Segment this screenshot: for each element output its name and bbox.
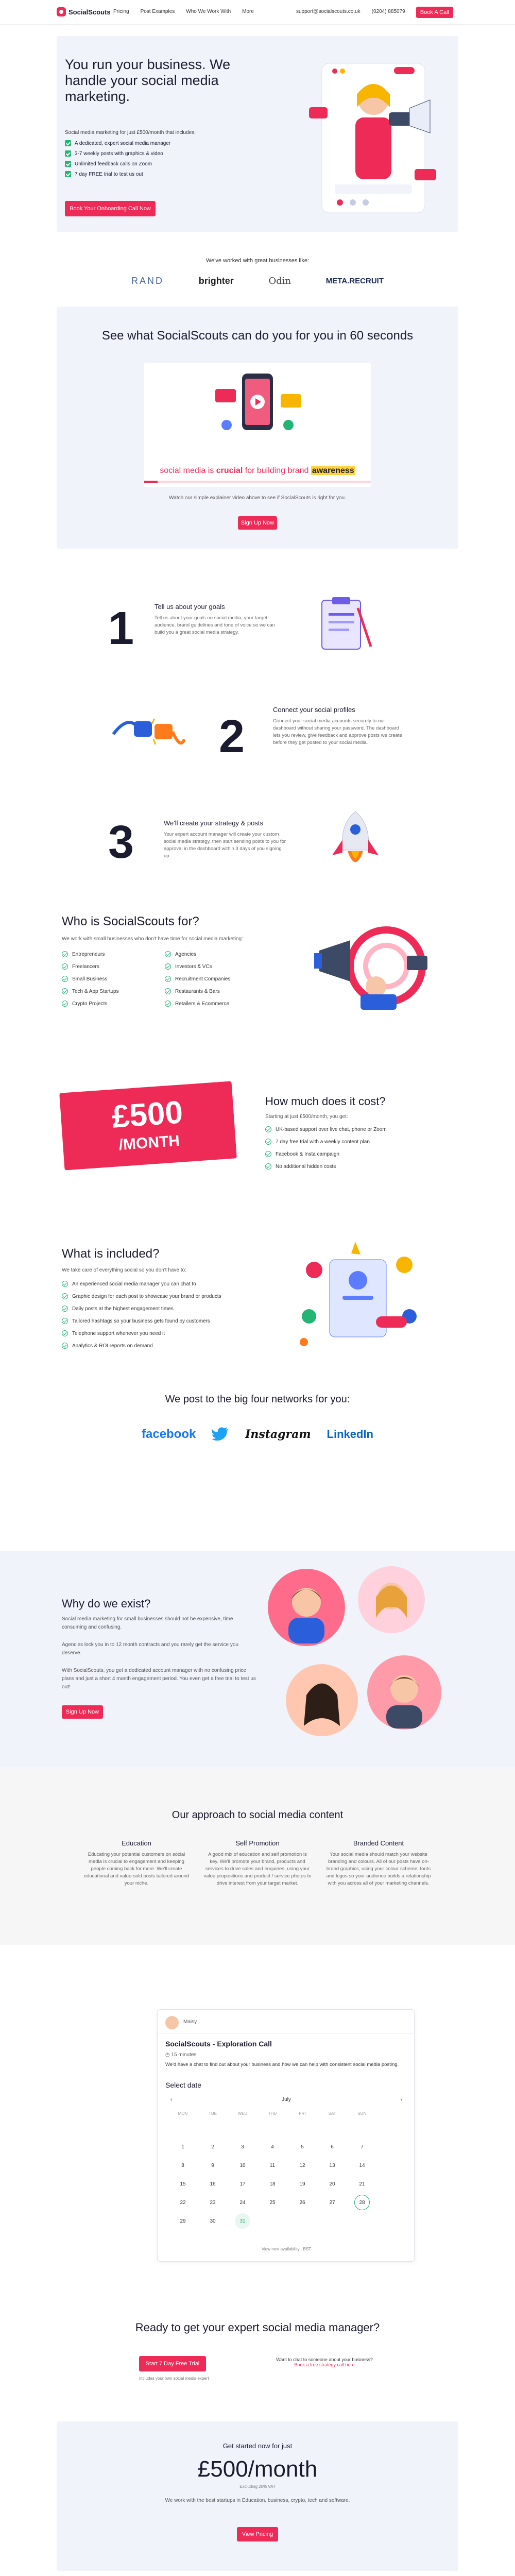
who-item-label: Crypto Projects — [72, 1001, 108, 1007]
included-item-label: Analytics & ROI reports on demand — [72, 1343, 153, 1349]
weekday-label: FRI — [299, 2111, 306, 2116]
included-sub: We take care of everything social so you don't have to: — [62, 1267, 186, 1273]
calendar-day[interactable]: 10 — [239, 2162, 246, 2168]
calendar-day[interactable]: 6 — [331, 2144, 334, 2150]
step-1 — [154, 603, 283, 636]
brand-logo-meta-recruit: META.RECRUIT — [325, 277, 384, 285]
included-title: What is included? — [62, 1247, 160, 1261]
calendar-day — [347, 2119, 377, 2138]
calendar-day[interactable]: 8 — [181, 2162, 184, 2168]
who-item-label: Retailers & Ecommerce — [175, 1001, 230, 1007]
who-title: Who is SocialScouts for? — [62, 914, 199, 928]
nav-more[interactable]: More — [242, 9, 254, 14]
included-item — [62, 1327, 237, 1340]
cost-item — [265, 1136, 420, 1148]
calendar-day[interactable]: 20 — [329, 2181, 335, 2187]
step-number: 2 — [219, 711, 245, 762]
calendar-day — [258, 2119, 287, 2138]
included-item-label: An experienced social media manager you can chat to — [72, 1281, 196, 1287]
check-icon — [265, 1163, 271, 1170]
who-item-label: Tech & App Startups — [72, 988, 119, 994]
strategy-call-text: Want to chat to someone about your business? — [276, 2357, 373, 2362]
check-icon — [65, 150, 71, 157]
cost-item-label: UK-based support over live chat, phone or Zoom — [276, 1126, 387, 1132]
why-section — [0, 1551, 515, 1767]
why-signup-button[interactable]: Sign Up Now — [62, 1705, 103, 1719]
bullet-text: 3-7 weekly posts with graphics & video — [75, 150, 163, 157]
calendar-day — [287, 2119, 317, 2138]
brands-title: We've worked with great businesses like: — [206, 258, 309, 264]
approach-col-text: Educating your potential customers on social media is crucial to engagement and keeping people coming back for more. We'll create educational and value-sold posts tailored around your niche. — [83, 1852, 190, 1886]
step-2 — [273, 706, 407, 747]
calendar-week — [168, 2119, 377, 2138]
who-item — [62, 948, 160, 960]
calendar-week — [168, 2138, 377, 2156]
approach-title: Our approach to social media content — [171, 1809, 344, 1821]
price-sticker — [59, 1081, 237, 1170]
facebook-logo: facebook — [142, 1427, 196, 1441]
why-p3: With SocialScouts, you get a dedicated account manager with no confusing price plans and just a short 4 month engagement period. You even get a free trial to test us out! — [62, 1668, 256, 1690]
calendar-day — [287, 2212, 317, 2230]
twitter-logo — [212, 1427, 229, 1442]
calendar-day[interactable]: 22 — [180, 2199, 186, 2206]
free-trial-note: Includes your own social media expert — [139, 2376, 209, 2381]
video-caption-highlight: awareness — [312, 466, 354, 475]
approach-col-title: Education — [122, 1839, 151, 1847]
video-progress-bar[interactable] — [144, 481, 371, 483]
booking-desc: We'd have a chat to find out about your business and how we can help with consistent social media posting. — [165, 2062, 399, 2067]
ready-title: Ready to get your expert social media manager? — [135, 2321, 380, 2334]
calendar-day — [228, 2119, 258, 2138]
check-icon — [62, 1330, 68, 1336]
calendar-day[interactable]: 9 — [211, 2162, 214, 2168]
included-item — [62, 1340, 237, 1352]
calendar-day — [258, 2212, 287, 2230]
who-item-label: Entrepreneurs — [72, 951, 105, 957]
who-item — [62, 997, 160, 1010]
clipboard-illustration — [309, 595, 376, 654]
video-caption-text: for building brand — [243, 466, 311, 475]
hero-intro: Social media marketing for just £500/month that includes: — [65, 130, 196, 135]
check-icon — [65, 140, 71, 146]
cost-item — [265, 1123, 420, 1136]
included-item-label: Tailored hashtags so your business gets found by customers — [72, 1318, 210, 1324]
weekday-label: TUE — [209, 2111, 217, 2116]
calendar-day[interactable]: 28 — [354, 2195, 370, 2210]
booking-duration-text: 15 minutes — [171, 2052, 197, 2058]
calendar-day[interactable]: 27 — [329, 2199, 335, 2206]
included-list — [62, 1278, 237, 1352]
cost-item — [265, 1148, 420, 1160]
check-icon — [62, 988, 68, 994]
check-icon — [265, 1139, 271, 1145]
weekday-label: SAT — [328, 2111, 336, 2116]
check-icon — [65, 161, 71, 167]
who-item — [62, 973, 160, 985]
check-icon — [62, 963, 68, 970]
check-icon — [165, 988, 171, 994]
calendar-week — [168, 2175, 377, 2193]
calendar-day[interactable]: 7 — [360, 2144, 364, 2150]
calendar-day[interactable]: 18 — [269, 2181, 276, 2187]
included-item-label: Telephone support whenever you need it — [72, 1330, 165, 1336]
step-2-number — [219, 711, 245, 762]
brand-logo-brighter: brighter — [198, 276, 234, 286]
approach-section — [0, 1767, 515, 1945]
included-item — [62, 1302, 237, 1315]
pricing-section — [57, 2421, 458, 2571]
who-item — [165, 973, 263, 985]
host-name: Maisy — [183, 2019, 197, 2025]
calendar-day — [317, 2119, 347, 2138]
linkedin-logo: LinkedIn — [327, 1428, 373, 1440]
step-text: Connect your social media accounts securely to our dashboard without sharing your password. The dashboard lets you review, give feedback and approve posts we create before they get posted to your social media. — [273, 718, 402, 745]
calendar-grid — [168, 2108, 377, 2230]
next-month-icon[interactable]: › — [400, 2096, 402, 2103]
check-icon — [65, 171, 71, 177]
calendar-day[interactable]: 26 — [299, 2199, 305, 2206]
who-item — [165, 985, 263, 997]
check-icon — [62, 976, 68, 982]
hero-bullet — [65, 161, 170, 167]
weekday-label: THU — [268, 2111, 277, 2116]
step-3-number — [108, 819, 134, 866]
check-icon — [62, 1293, 68, 1299]
free-trial-button[interactable]: Start 7 Day Free Trial — [139, 2356, 206, 2371]
pricing-desc: We work with the best startups in Education, business, crypto, tech and software. — [165, 2498, 350, 2503]
why-title: Why do we exist? — [62, 1597, 151, 1610]
approach-col-text: A good mix of education and self promotion is key. We'll promote your brand, products and services to drive sales and enquiries, using your value propositions and product / service photos to drive interest from your target market. — [203, 1852, 312, 1886]
check-icon — [165, 1001, 171, 1007]
step-3 — [164, 819, 287, 860]
calendar-day[interactable]: 30 — [210, 2218, 216, 2224]
video-section — [57, 307, 458, 549]
brand-logo-odin: Odin — [268, 276, 291, 286]
view-pricing-button[interactable]: View Pricing — [237, 2527, 278, 2541]
hero-bullet — [65, 171, 170, 177]
step-title: Tell us about your goals — [154, 603, 225, 611]
calendar-day[interactable]: 14 — [359, 2162, 365, 2168]
video-signup-button[interactable]: Sign Up Now — [238, 516, 277, 530]
why-p2: Agencies lock you in to 12 month contracts and you rarely get the service you deserve. — [62, 1642, 238, 1656]
who-item-label: Small Business — [72, 976, 108, 982]
prev-month-icon[interactable]: ‹ — [170, 2096, 173, 2103]
strategy-call-prompt — [270, 2357, 379, 2367]
cost-item-label: No additional hidden costs — [276, 1163, 336, 1170]
who-item-label: Restaurants & Bars — [175, 988, 220, 994]
select-date-label: Select date — [165, 2081, 202, 2089]
price-sticker-period: /MONTH — [118, 1132, 180, 1154]
calendar-day[interactable]: 1 — [181, 2144, 184, 2150]
top-nav — [0, 0, 515, 25]
check-icon — [265, 1151, 271, 1157]
hero-bullet — [65, 150, 170, 157]
calendar-day[interactable]: 5 — [301, 2144, 304, 2150]
check-icon — [62, 1306, 68, 1312]
weekday-label: MON — [178, 2111, 188, 2116]
cost-item — [265, 1160, 420, 1173]
cost-sub: Starting at just £500/month, you get: — [265, 1114, 348, 1120]
weekday-header — [168, 2108, 377, 2119]
nav-phone[interactable]: (0204) 885079 — [371, 9, 405, 14]
nav-who-we-work-with[interactable]: Who We Work With — [186, 9, 231, 14]
why-p1: Social media marketing for small businesses should not be expensive, time consuming and confusing. — [62, 1616, 233, 1630]
who-item-label: Freelancers — [72, 963, 99, 970]
approach-col-title: Self Promotion — [235, 1839, 280, 1847]
step-text: Tell us about your goals on social media, your target audience, brand guidelines and tone of voice so we can build you a great social media strategy. — [154, 615, 275, 635]
approach-col-branded — [324, 1839, 433, 1887]
bullet-text: A dedicated, expert social media manager — [75, 140, 171, 146]
calendar-day[interactable]: 17 — [239, 2181, 246, 2187]
plug-illustration — [108, 703, 185, 762]
nav-post-examples[interactable]: Post Examples — [140, 9, 175, 14]
step-title: We'll create your strategy & posts — [164, 819, 263, 827]
hero-illustration — [304, 50, 443, 215]
strategy-call-link[interactable]: Book a free strategy call here — [294, 2362, 355, 2367]
calendar-day[interactable]: 13 — [329, 2162, 335, 2168]
weekday-label: WED — [237, 2111, 248, 2116]
hero-title: You run your business. We handle your social media marketing. — [65, 57, 231, 104]
who-sub: We work with small businesses who don't have time for social media marketing: — [62, 936, 243, 942]
calendar-day[interactable]: 21 — [359, 2181, 365, 2187]
approach-col-text: Your social media should match your website branding and colours. All of our posts have on-brand graphics, using your colour scheme, fonts and logos so your audience builds a relationship with you across all of your marketing channels. — [326, 1852, 431, 1886]
calendar-day[interactable]: 19 — [299, 2181, 305, 2187]
check-icon — [62, 1281, 68, 1287]
included-item — [62, 1278, 237, 1290]
pricing-kicker: Get started now for just — [222, 2442, 293, 2450]
video-title: See what SocialScouts can do you for you in 60 seconds — [101, 329, 414, 343]
calendar-day[interactable]: 24 — [239, 2199, 246, 2206]
weekday-label: SUN — [357, 2111, 367, 2116]
video-caption — [144, 466, 371, 476]
calendar-day — [347, 2212, 377, 2230]
calendar-day — [317, 2212, 347, 2230]
calendar-day[interactable]: 2 — [211, 2144, 214, 2150]
nav-pricing[interactable]: Pricing — [113, 9, 129, 14]
brand-logo-rand: RAND — [131, 276, 164, 286]
step-1-number — [108, 605, 134, 652]
price-sticker-amount: £500 — [110, 1094, 184, 1135]
step-title: Connect your social profiles — [273, 706, 355, 714]
logo-icon — [57, 7, 66, 16]
who-item-label: Recruitment Companies — [175, 976, 231, 982]
divider — [158, 2033, 415, 2034]
check-icon — [165, 963, 171, 970]
who-list-1 — [62, 948, 160, 1010]
video-desc: Watch our simple explainer video above to see if SocialScouts is right for you. — [169, 495, 346, 501]
step-number: 1 — [108, 603, 134, 654]
hero-bullets — [65, 140, 170, 181]
calendar-day[interactable]: 16 — [210, 2181, 216, 2187]
check-icon — [62, 1001, 68, 1007]
calendar-day[interactable]: 3 — [241, 2144, 244, 2150]
calendar-day[interactable]: 25 — [269, 2199, 276, 2206]
host-avatar — [165, 2016, 179, 2029]
bullet-text: 7 day FREE trial to test us out — [75, 171, 143, 177]
hero-cta-button[interactable]: Book Your Onboarding Call Now — [65, 201, 156, 216]
calendar-day[interactable]: 15 — [180, 2181, 186, 2187]
included-item — [62, 1290, 237, 1302]
video-caption-bold: crucial — [216, 466, 243, 475]
cost-item-label: Facebook & Insta campaign — [276, 1151, 339, 1157]
step-text: Your expert account manager will create your custom social media strategy, then start sending posts to you for approval in the dashboard within 3 days of you signing up. — [164, 832, 286, 859]
main-menu — [113, 9, 254, 14]
included-item-label: Daily posts at the highest engagement times — [72, 1306, 174, 1312]
calendar-week — [168, 2212, 377, 2230]
networks-title: We post to the big four networks for you: — [165, 1394, 350, 1405]
booking-title: SocialScouts - Exploration Call — [165, 2040, 272, 2048]
approach-col-education — [82, 1839, 191, 1887]
nav-email[interactable]: support@socialscouts.co.uk — [296, 9, 360, 14]
who-item — [165, 997, 263, 1010]
calendar-day — [198, 2119, 228, 2138]
instagram-logo: Instagram — [245, 1428, 311, 1441]
calendar-day[interactable]: 12 — [299, 2162, 305, 2168]
calendar-week — [168, 2193, 377, 2212]
pricing-amount: £500/month — [197, 2456, 318, 2482]
included-item-label: Graphic design for each post to showcase your brand or products — [72, 1293, 221, 1299]
check-icon — [165, 976, 171, 982]
booking-widget — [157, 2009, 415, 2262]
who-item-label: Investors & VCs — [175, 963, 212, 970]
network-logos — [142, 1427, 373, 1442]
hero-section — [57, 36, 458, 232]
step-number: 3 — [108, 817, 134, 868]
calendar-week — [168, 2156, 377, 2175]
calendar-day — [168, 2119, 198, 2138]
month-nav — [165, 2092, 407, 2107]
approach-col-self-promotion — [203, 1839, 312, 1887]
bullet-text: Unlimited feedback calls on Zoom — [75, 161, 152, 167]
video-player[interactable] — [144, 363, 371, 487]
who-item — [62, 960, 160, 973]
check-icon — [62, 1318, 68, 1324]
cost-list — [265, 1123, 420, 1173]
who-item-label: Agencies — [175, 951, 197, 957]
megaphone-illustration — [309, 925, 443, 1015]
month-label: July — [282, 2096, 291, 2103]
rocket-illustration — [324, 809, 386, 878]
calendar-day[interactable]: 31 — [235, 2213, 250, 2229]
brand-name: SocialScouts — [68, 8, 111, 16]
who-item — [165, 948, 263, 960]
cost-item-label: 7 day free trial with a weekly content plan — [276, 1139, 370, 1145]
check-icon — [265, 1126, 271, 1132]
who-item — [165, 960, 263, 973]
approach-col-title: Branded Content — [353, 1839, 404, 1847]
social-icons-illustration — [294, 1239, 427, 1355]
check-icon — [62, 1343, 68, 1349]
nav-contact — [296, 9, 405, 14]
brand-logo[interactable] — [57, 7, 111, 16]
book-call-button[interactable]: Book A Call — [416, 7, 453, 18]
who-item — [62, 985, 160, 997]
included-item — [62, 1315, 237, 1327]
team-avatars — [263, 1561, 448, 1754]
pricing-billing: Excluding 20% VAT — [239, 2484, 276, 2489]
calendar-day[interactable]: 29 — [180, 2218, 186, 2224]
timezone-note: View next availability · BST — [261, 2247, 312, 2251]
check-icon — [62, 951, 68, 957]
booking-duration — [165, 2052, 196, 2058]
brand-logos — [131, 276, 384, 286]
calendar-day[interactable]: 23 — [210, 2199, 216, 2206]
hero-bullet — [65, 140, 170, 146]
video-caption-text: social media is — [160, 466, 216, 475]
clock-icon: ◷ — [165, 2052, 171, 2058]
check-icon — [165, 951, 171, 957]
who-list-2 — [165, 948, 263, 1010]
calendar-day[interactable]: 11 — [269, 2162, 276, 2168]
calendar-day[interactable]: 4 — [271, 2144, 274, 2150]
cost-title: How much does it cost? — [265, 1095, 386, 1108]
